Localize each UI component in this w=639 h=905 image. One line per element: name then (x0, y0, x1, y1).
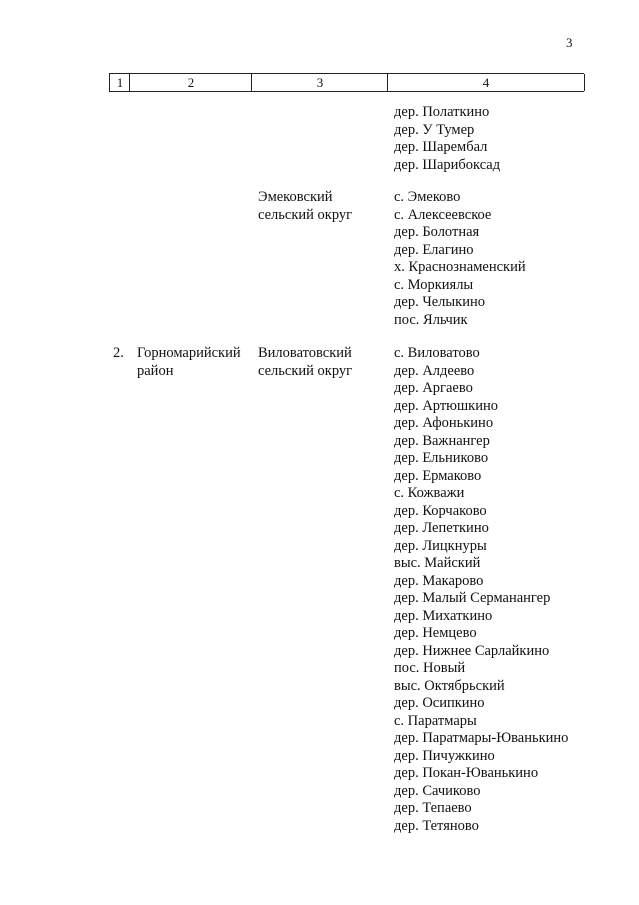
header-col-1: 1 (109, 74, 130, 91)
settlement-item: выс. Октябрьский (394, 677, 505, 694)
settlement-item: дер. Полаткино (394, 104, 490, 120)
settlement-item: дер. Покан-Юванькино (394, 765, 539, 781)
settlement-item: дер. Михаткино (394, 607, 493, 624)
settlement-item: с. Кожважи (394, 485, 465, 501)
header-col-4: 4 (387, 74, 585, 91)
settlement-item: дер. Немцево (394, 625, 477, 641)
settlement-item: пос. Новый (394, 660, 466, 676)
settlements-list-continued (394, 104, 500, 174)
settlement-item: дер. Елагино (394, 241, 474, 258)
settlement-item: дер. Сачиково (394, 782, 481, 799)
settlement-item: с. Алексеевское (394, 206, 492, 223)
settlement-item: дер. Лепеткино (394, 520, 489, 536)
table-header-row (109, 73, 584, 92)
settlement-item: дер. Шарембал (394, 139, 488, 155)
settlement-item: дер. Осипкино (394, 695, 485, 711)
settlement-item: дер. Тепаево (394, 800, 472, 816)
settlement-item: дер. Артюшкино (394, 397, 498, 414)
settlement-item: дер. Малый Серманангер (394, 590, 551, 606)
settlement-item: с. Виловатово (394, 345, 480, 361)
rayon-name-line: район (137, 362, 174, 379)
page-number: 3 (566, 35, 573, 50)
settlement-item: дер. Макарово (394, 572, 484, 589)
settlements-list-vilovatovsky (394, 345, 568, 835)
settlement-item: дер. Пичужкино (394, 747, 495, 764)
settlement-item: дер. Болотная (394, 224, 480, 240)
settlement-item: дер. Алдеево (394, 362, 475, 379)
settlement-item: дер. У Тумер (394, 121, 475, 138)
okrug-name-line: сельский округ (258, 362, 353, 379)
rayon-name (137, 345, 241, 380)
settlement-item: дер. Важнангер (394, 432, 490, 449)
settlement-item: дер. Паратмары-Юванькино (394, 730, 569, 746)
settlement-item: дер. Афонькино (394, 415, 494, 431)
settlement-item: дер. Ермаково (394, 467, 482, 484)
okrug-name-vilovatovsky (258, 345, 352, 380)
settlement-item: с. Паратмары (394, 712, 477, 729)
header-col-2: 2 (129, 74, 252, 91)
settlement-item: выс. Майский (394, 555, 481, 571)
okrug-name-emekovsky (258, 189, 352, 224)
settlements-list-emekovsky (394, 189, 526, 329)
settlement-item: дер. Аргаево (394, 380, 473, 396)
settlement-item: дер. Корчаково (394, 502, 487, 519)
okrug-name-line: сельский округ (258, 206, 353, 223)
settlement-item: пос. Яльчик (394, 311, 468, 328)
row-number: 2. (113, 345, 124, 361)
settlement-item: дер. Лицкнуры (394, 537, 487, 554)
header-col-3: 3 (251, 74, 388, 91)
settlement-item: дер. Шарибоксад (394, 156, 501, 173)
settlement-item: дер. Тетяново (394, 817, 479, 834)
settlement-item: с. Моркиялы (394, 276, 474, 293)
settlement-item: дер. Ельниково (394, 450, 489, 466)
okrug-name-line: Эмековский (258, 189, 333, 205)
rayon-name-line: Горномарийский (137, 345, 241, 361)
settlement-item: с. Эмеково (394, 189, 461, 205)
okrug-name-line: Виловатовский (258, 345, 352, 361)
settlement-item: х. Краснознаменский (394, 259, 526, 275)
settlement-item: дер. Челыкино (394, 294, 485, 310)
settlement-item: дер. Нижнее Сарлайкино (394, 642, 550, 659)
